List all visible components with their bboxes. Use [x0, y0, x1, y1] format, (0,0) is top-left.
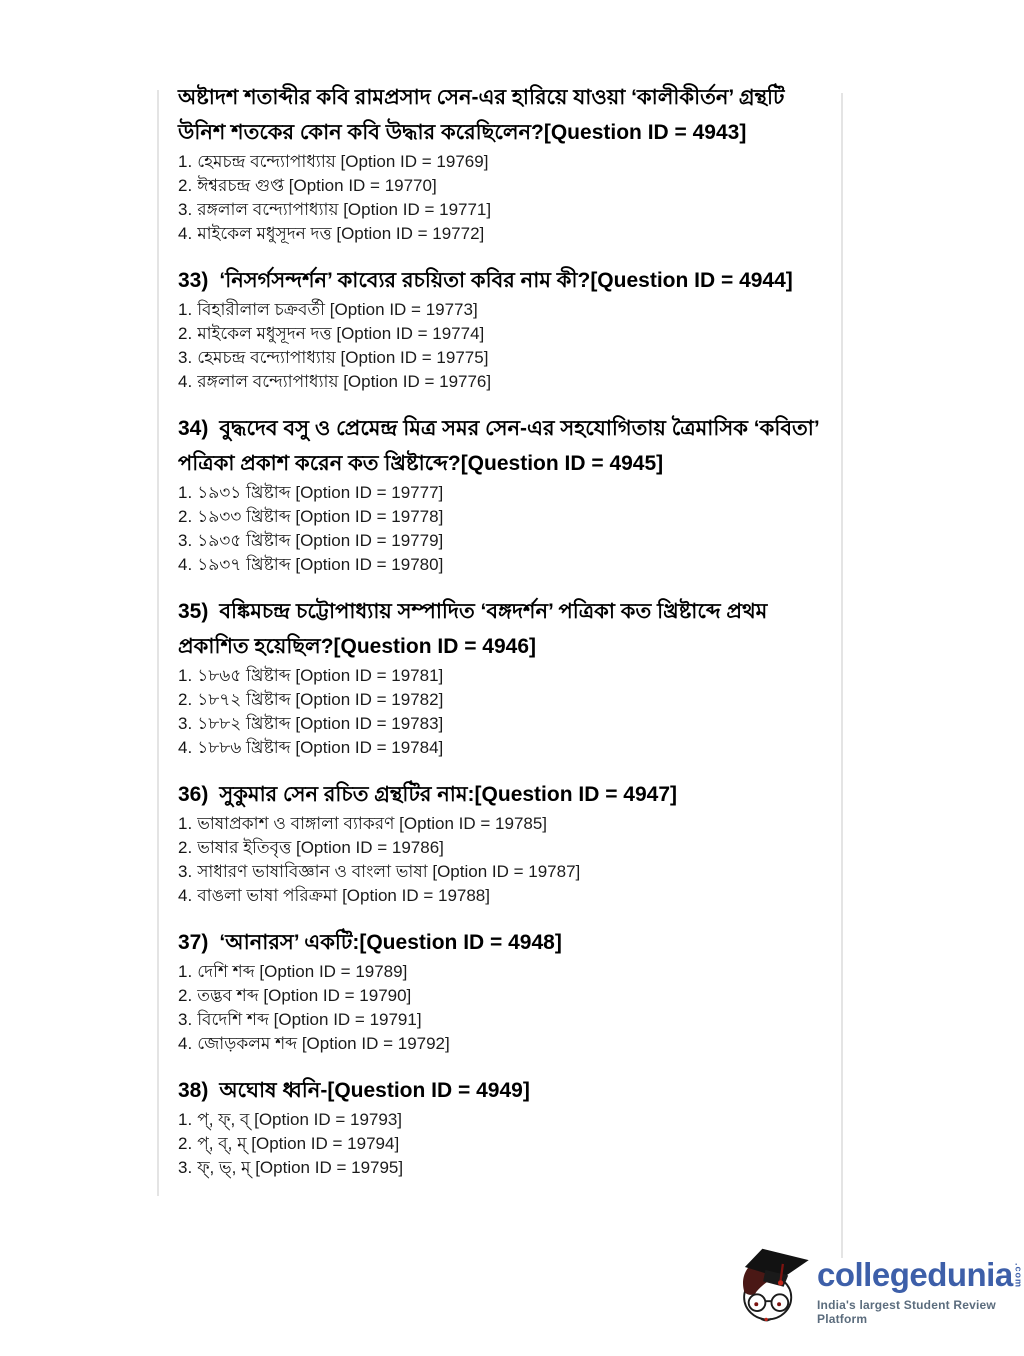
option-row [178, 884, 828, 908]
collegedunia-brand-tld: .com [1013, 1263, 1024, 1289]
option-row [178, 1108, 828, 1132]
option-text: প্, ফ্, ব্ [197, 1110, 250, 1129]
option-text: ১৮৮৬ খ্রিষ্টাব্দ [197, 738, 291, 757]
option-text: হেমচন্দ্র বন্দ্যোপাধ্যায় [197, 348, 336, 367]
option-id: [Option ID = 19781] [295, 666, 444, 685]
option-id: [Option ID = 19775] [340, 348, 489, 367]
option-text: ভাষাপ্রকাশ ও বাঙ্গালা ব্যাকরণ [197, 814, 395, 833]
option-id: [Option ID = 19791] [273, 1010, 422, 1029]
option-row [178, 984, 828, 1008]
option-row [178, 688, 828, 712]
question-id: [Question ID = 4948] [359, 931, 562, 954]
question-number: 38) [178, 1079, 209, 1102]
right-column-rule [841, 93, 843, 1258]
option-id: [Option ID = 19772] [336, 224, 485, 243]
option-text: ভাষার ইতিবৃত্ত [197, 838, 292, 857]
collegedunia-brand-name: collegedunia [817, 1256, 1013, 1293]
option-text: বিদেশি শব্দ [197, 1010, 269, 1029]
question-text: অষ্টাদশ শতাব্দীর কবি রামপ্রসাদ সেন-এর হারিয়ে যাওয়া ‘কালীকীর্তন’ গ্রন্থটি উনিশ শতকের কোন কবি উদ্ধার করেছিলেন? [178, 86, 785, 144]
option-row [178, 298, 828, 322]
option-id: [Option ID = 19785] [399, 814, 548, 833]
option-row [178, 222, 828, 246]
option-id: [Option ID = 19773] [329, 300, 478, 319]
collegedunia-logo-text [817, 1246, 1023, 1326]
option-text: ১৮৬৫ খ্রিষ্টাব্দ [197, 666, 291, 685]
option-number: 1. [178, 666, 193, 685]
option-id: [Option ID = 19793] [254, 1110, 402, 1129]
option-text: বাঙলা ভাষা পরিক্রমা [197, 886, 338, 905]
option-number: 4. [178, 1034, 193, 1053]
option-text: ১৯৩১ খ্রিষ্টাব্দ [197, 483, 291, 502]
question-text: বুদ্ধদেব বসু ও প্রেমেন্দ্র মিত্র সমর সেন-এর সহযোগিতায় ত্রৈমাসিক ‘কবিতা’ পত্রিকা প্রকাশ করেন কত খ্রিষ্টাব্দে? [178, 417, 820, 475]
option-text: দেশি শব্দ [197, 962, 255, 981]
question-number: 34) [178, 417, 209, 440]
question-number: 35) [178, 600, 209, 623]
question-text: অঘোষ ধ্বনি- [219, 1079, 328, 1102]
question-id: [Question ID = 4946] [333, 635, 537, 658]
option-number: 1. [178, 814, 193, 833]
option-number: 3. [178, 862, 193, 881]
option-number: 1. [178, 1110, 193, 1129]
option-row [178, 1032, 828, 1056]
option-row [178, 150, 828, 174]
option-row [178, 481, 828, 505]
option-number: 3. [178, 531, 193, 550]
option-number: 1. [178, 152, 193, 171]
option-text: ফ্, ভ্, ম্ [197, 1158, 251, 1177]
option-text: ঈশ্বরচন্দ্র গুপ্ত [197, 176, 285, 195]
option-row [178, 836, 828, 860]
option-id: [Option ID = 19769] [340, 152, 489, 171]
option-text: তদ্ভব শব্দ [197, 986, 259, 1005]
option-number: 1. [178, 962, 193, 981]
option-text: ১৮৭২ খ্রিষ্টাব্দ [197, 690, 291, 709]
option-row [178, 505, 828, 529]
question-text: বঙ্কিমচন্দ্র চট্টোপাধ্যায় সম্পাদিত ‘বঙ্গদর্শন’ পত্রিকা কত খ্রিষ্টাব্দে প্রথম প্রকাশিত হয়েছিল? [178, 600, 768, 658]
option-text: ১৯৩৩ খ্রিষ্টাব্দ [197, 507, 291, 526]
option-row [178, 346, 828, 370]
option-row [178, 860, 828, 884]
option-text: জোড়কলম শব্দ [197, 1034, 298, 1053]
question-text: ‘নিসর্গসন্দর্শন’ কাব্যের রচয়িতা কবির নাম কী? [219, 269, 591, 292]
option-text: বিহারীলাল চক্রবর্তী [197, 300, 326, 319]
question-title [178, 80, 828, 150]
option-row [178, 174, 828, 198]
question-title [178, 594, 828, 664]
question-id: [Question ID = 4945] [460, 452, 664, 475]
option-text: রঙ্গলাল বন্দ্যোপাধ্যায় [197, 200, 339, 219]
option-number: 4. [178, 372, 193, 391]
question-id: [Question ID = 4947] [474, 783, 678, 806]
option-id: [Option ID = 19776] [343, 372, 492, 391]
question-title [178, 1073, 828, 1108]
option-id: [Option ID = 19780] [295, 555, 444, 574]
option-text: ১৯৩৫ খ্রিষ্টাব্দ [197, 531, 291, 550]
question-block [178, 777, 828, 908]
question-text: সুকুমার সেন রচিত গ্রন্থটির নাম: [219, 783, 475, 806]
option-id: [Option ID = 19786] [295, 838, 444, 857]
question-block [178, 1073, 828, 1180]
option-number: 4. [178, 224, 193, 243]
option-id: [Option ID = 19788] [342, 886, 490, 905]
option-number: 2. [178, 1134, 193, 1153]
option-id: [Option ID = 19778] [295, 507, 444, 526]
option-number: 3. [178, 200, 193, 219]
collegedunia-logo [735, 1246, 1023, 1332]
question-block [178, 594, 828, 760]
option-text: মাইকেল মধুসূদন দত্ত [197, 224, 332, 243]
option-text: হেমচন্দ্র বন্দ্যোপাধ্যায় [197, 152, 336, 171]
option-id: [Option ID = 19770] [288, 176, 437, 195]
left-column-rule [157, 90, 159, 1196]
option-id: [Option ID = 19790] [263, 986, 412, 1005]
questions-column [178, 80, 828, 1197]
question-id: [Question ID = 4949] [327, 1079, 530, 1102]
option-number: 3. [178, 1010, 193, 1029]
question-id: [Question ID = 4944] [590, 269, 793, 292]
option-row [178, 370, 828, 394]
question-text: ‘আনারস’ একটি: [219, 931, 360, 954]
option-number: 2. [178, 838, 193, 857]
option-id: [Option ID = 19777] [295, 483, 444, 502]
option-row [178, 529, 828, 553]
option-text: প্, ব্, ম্ [197, 1134, 247, 1153]
question-block [178, 263, 828, 394]
question-number: 33) [178, 269, 209, 292]
option-number: 4. [178, 555, 193, 574]
option-row [178, 1156, 828, 1180]
option-id: [Option ID = 19782] [295, 690, 444, 709]
option-number: 2. [178, 986, 193, 1005]
option-number: 3. [178, 1158, 193, 1177]
option-id: [Option ID = 19789] [259, 962, 408, 981]
option-row [178, 553, 828, 577]
option-id: [Option ID = 19795] [255, 1158, 404, 1177]
question-title [178, 411, 828, 481]
option-id: [Option ID = 19771] [343, 200, 492, 219]
question-number: 37) [178, 931, 209, 954]
option-row [178, 736, 828, 760]
option-number: 3. [178, 348, 193, 367]
option-text: ১৮৮২ খ্রিষ্টাব্দ [197, 714, 291, 733]
collegedunia-tagline: India's largest Student Review Platform [817, 1298, 996, 1326]
option-id: [Option ID = 19792] [301, 1034, 450, 1053]
option-id: [Option ID = 19784] [295, 738, 444, 757]
question-block [178, 80, 828, 246]
option-text: মাইকেল মধুসূদন দত্ত [197, 324, 332, 343]
option-text: সাধারণ ভাষাবিজ্ঞান ও বাংলা ভাষা [197, 862, 428, 881]
option-id: [Option ID = 19783] [295, 714, 444, 733]
option-row [178, 960, 828, 984]
option-number: 2. [178, 176, 193, 195]
option-row [178, 198, 828, 222]
option-id: [Option ID = 19774] [336, 324, 485, 343]
option-number: 2. [178, 690, 193, 709]
question-title [178, 925, 828, 960]
collegedunia-mascot-icon [735, 1246, 811, 1332]
option-number: 1. [178, 483, 193, 502]
option-text: রঙ্গলাল বন্দ্যোপাধ্যায় [197, 372, 339, 391]
question-title [178, 777, 828, 812]
option-text: ১৯৩৭ খ্রিষ্টাব্দ [197, 555, 291, 574]
option-row [178, 1132, 828, 1156]
question-title [178, 263, 828, 298]
option-id: [Option ID = 19779] [295, 531, 444, 550]
option-row [178, 712, 828, 736]
option-number: 2. [178, 324, 193, 343]
option-number: 2. [178, 507, 193, 526]
option-row [178, 664, 828, 688]
option-number: 4. [178, 738, 193, 757]
option-id: [Option ID = 19787] [432, 862, 581, 881]
option-number: 4. [178, 886, 193, 905]
option-number: 3. [178, 714, 193, 733]
option-row [178, 322, 828, 346]
option-id: [Option ID = 19794] [251, 1134, 400, 1153]
option-number: 1. [178, 300, 193, 319]
question-block [178, 411, 828, 577]
option-row [178, 1008, 828, 1032]
question-id: [Question ID = 4943] [543, 121, 747, 144]
question-number: 36) [178, 783, 209, 806]
question-block [178, 925, 828, 1056]
option-row [178, 812, 828, 836]
